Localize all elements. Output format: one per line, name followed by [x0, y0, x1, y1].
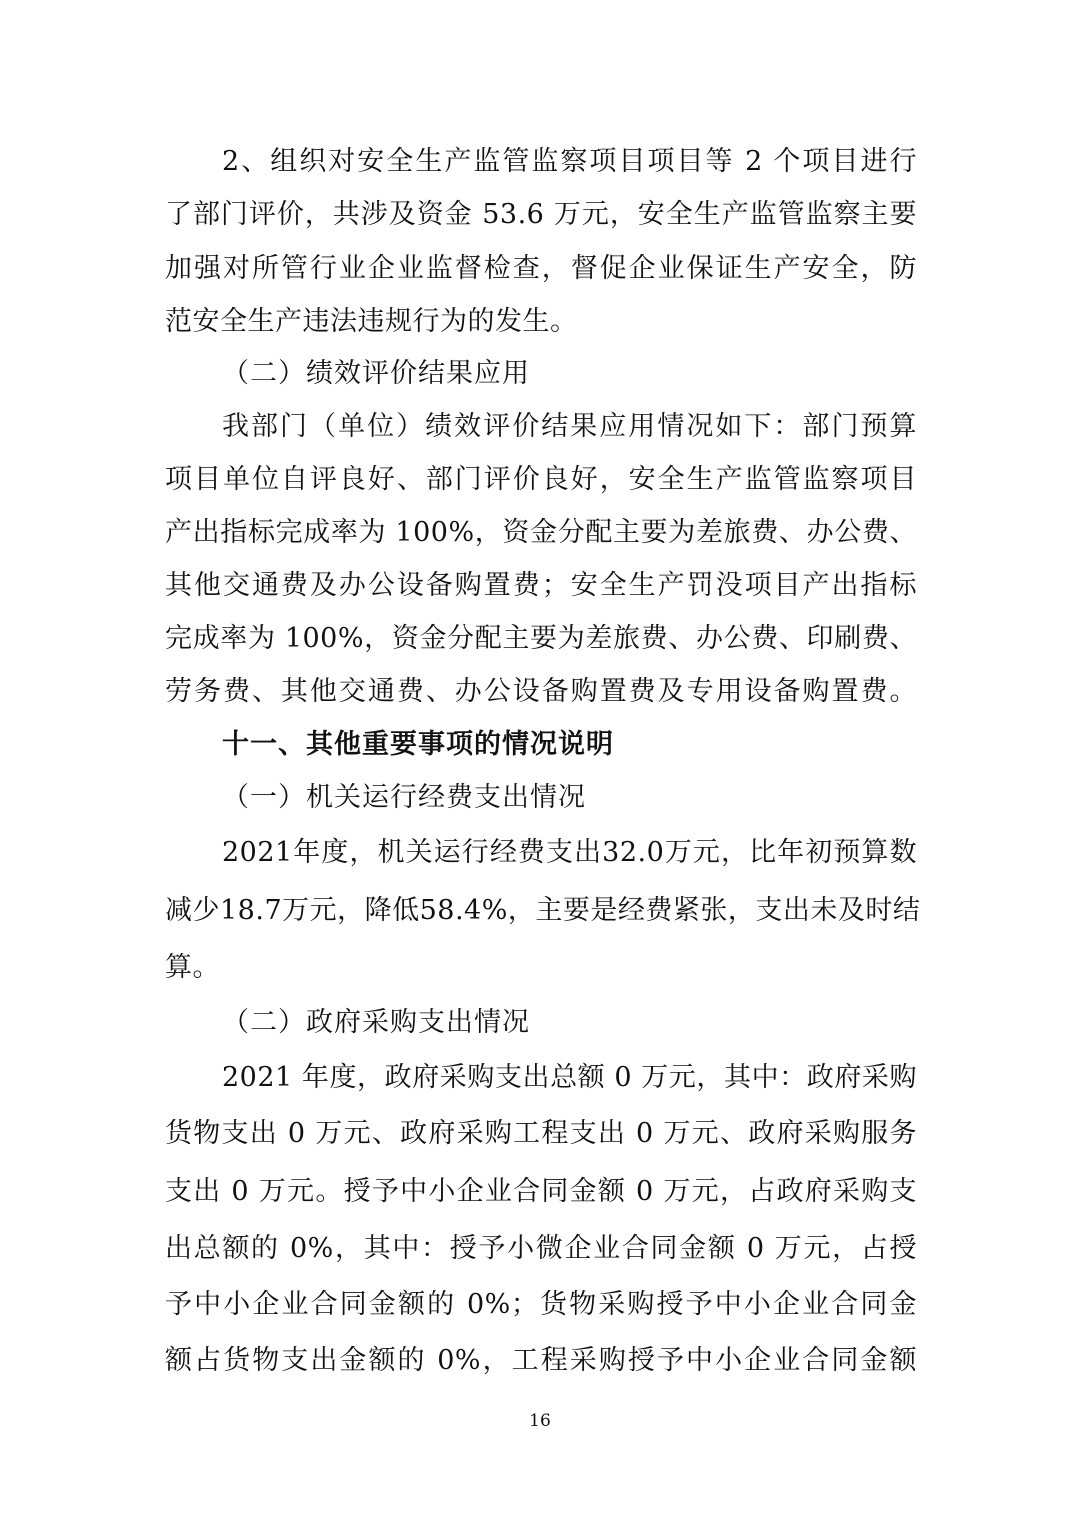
paragraph-line: 出总额的 0%，其中：授予小微企业合同金额 0 万元，占授	[165, 1233, 917, 1264]
paragraph-line: 支出 0 万元。授予中小企业合同金额 0 万元，占政府采购支	[165, 1176, 917, 1207]
paragraph-line: 2021 年度，政府采购支出总额 0 万元，其中：政府采购	[222, 1062, 917, 1093]
paragraph-line: 劳务费、其他交通费、办公设备购置费及专用设备购置费。	[165, 676, 917, 707]
paragraph-line: 减少18.7万元，降低58.4%，主要是经费紧张，支出未及时结	[165, 895, 921, 926]
subheading-operating-expense: （一）机关运行经费支出情况	[222, 782, 586, 813]
paragraph-line: 货物支出 0 万元、政府采购工程支出 0 万元、政府采购服务	[165, 1118, 917, 1149]
paragraph-line: 项目单位自评良好、部门评价良好，安全生产监管监察项目	[165, 464, 917, 495]
page-number: 16	[529, 1411, 551, 1431]
paragraph-line: 我部门（单位）绩效评价结果应用情况如下：部门预算	[222, 411, 917, 442]
paragraph-line: 算。	[165, 952, 220, 983]
paragraph-line: 额占货物支出金额的 0%，工程采购授予中小企业合同金额	[165, 1345, 917, 1376]
section-title: 十一、其他重要事项的情况说明	[222, 729, 614, 760]
paragraph-line: 2021年度，机关运行经费支出32.0万元，比年初预算数	[222, 837, 917, 868]
subheading-perf-result: （二）绩效评价结果应用	[222, 358, 530, 389]
paragraph-line: 范安全生产违法违规行为的发生。	[165, 306, 578, 337]
paragraph-line: 完成率为 100%，资金分配主要为差旅费、办公费、印刷费、	[165, 623, 917, 654]
paragraph-line: 产出指标完成率为 100%，资金分配主要为差旅费、办公费、	[165, 517, 917, 548]
paragraph-line: 2、组织对安全生产监管监察项目项目等 2 个项目进行	[222, 146, 917, 177]
paragraph-line: 了部门评价，共涉及资金 53.6 万元，安全生产监管监察主要	[165, 199, 917, 230]
paragraph-line: 予中小企业合同金额的 0%；货物采购授予中小企业合同金	[165, 1289, 917, 1320]
paragraph-line: 加强对所管行业企业监督检查，督促企业保证生产安全，防	[165, 253, 917, 284]
paragraph-line: 其他交通费及办公设备购置费；安全生产罚没项目产出指标	[165, 570, 917, 601]
subheading-procurement: （二）政府采购支出情况	[222, 1007, 530, 1038]
